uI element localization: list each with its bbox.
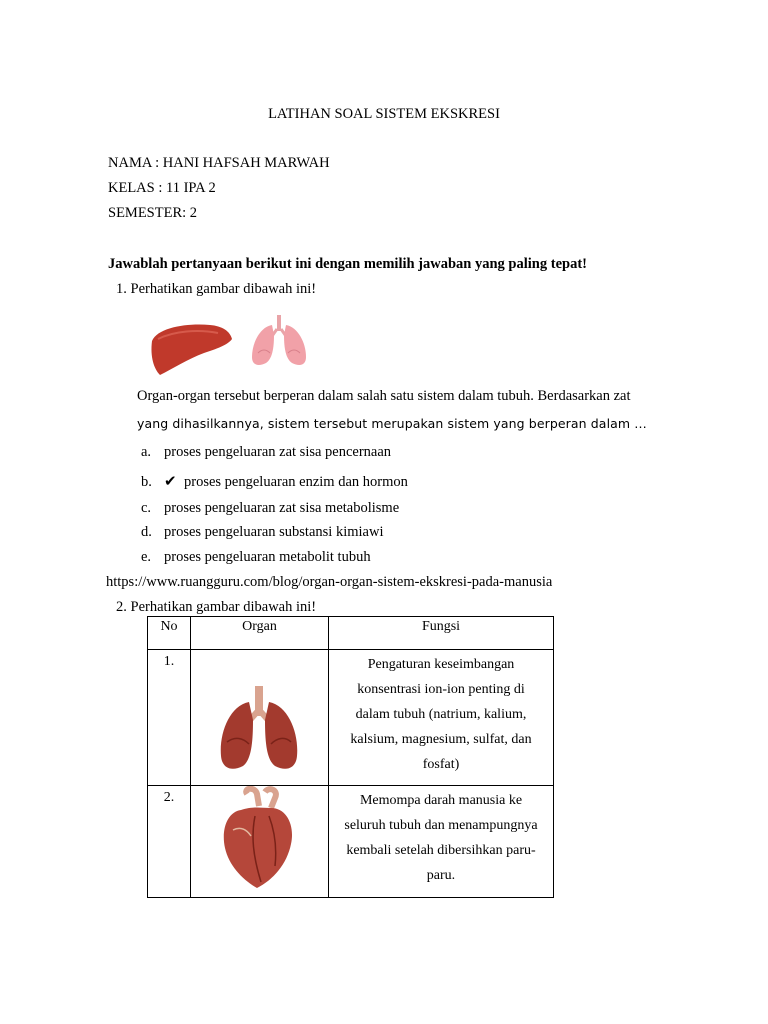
header-no: No [148,617,191,650]
row-no-cell [148,650,191,786]
header-fungsi: Fungsi [329,617,554,650]
option-e[interactable] [141,549,371,566]
row-organ-cell [191,786,329,898]
row-fungsi: Pengaturan keseimbangan konsentrasi ion-ion penting di dalam tubuh (natrium, kalium, kalsium, magnesium, sulfat, dan fosfat) [350,657,532,772]
heart-image [191,786,328,892]
liver-image [151,325,232,375]
table-row [148,786,554,898]
student-name: NAMA : HANI HAFSAH MARWAH [108,155,330,171]
row-fungsi-cell [329,650,554,786]
lungs-image [252,315,306,365]
option-d[interactable] [141,524,383,541]
question-2-prompt: 2. Perhatikan gambar dibawah ini! [116,599,317,615]
liver-lungs-illustration [148,313,318,379]
option-c[interactable] [141,500,399,517]
check-icon: ✔ [164,472,177,490]
option-text: proses pengeluaran zat sisa metabolisme [164,500,400,516]
option-text: proses pengeluaran substansi kimiawi [164,524,384,540]
row-fungsi: Memompa darah manusia ke seluruh tubuh dan menampungnya kembali setelah dibersihkan paru-paru. [344,793,538,883]
option-b[interactable] [141,472,408,491]
page-title: LATIHAN SOAL SISTEM EKSKRESI [268,106,500,122]
row-no: 1. [163,654,175,669]
option-text: proses pengeluaran enzim dan hormon [184,474,408,490]
question-1-text-line-2: yang dihasilkannya, sistem tersebut merupakan sistem yang berperan dalam … [137,416,647,431]
header-organ: Organ [191,617,329,650]
option-letter: d. [141,524,152,540]
student-class: KELAS : 11 IPA 2 [108,180,216,196]
option-text: proses pengeluaran metabolit tubuh [164,549,371,565]
option-letter: a. [141,444,152,460]
option-text: proses pengeluaran zat sisa pencernaan [164,444,392,460]
question-1-text-line-1: Organ-organ tersebut berperan dalam salah satu sistem dalam tubuh. Berdasarkan zat [137,388,631,404]
option-letter: c. [141,500,152,516]
row-organ-cell [191,650,329,786]
row-fungsi-cell [329,786,554,898]
source-url: https://www.ruangguru.com/blog/organ-organ-sistem-ekskresi-pada-manusia [106,574,553,590]
table-header-row [148,617,554,650]
row-no: 2. [163,790,175,805]
question-1-prompt: 1. Perhatikan gambar dibawah ini! [116,281,317,297]
student-semester: SEMESTER: 2 [108,205,198,221]
table-row [148,650,554,786]
organ-table [147,616,554,898]
question-1-images [148,313,318,379]
option-letter: b. [141,474,152,490]
option-letter: e. [141,549,152,565]
instruction-text: Jawablah pertanyaan berikut ini dengan memilih jawaban yang paling tepat! [108,256,587,272]
lungs-image [191,650,328,780]
row-no-cell [148,786,191,898]
option-a[interactable] [141,444,391,461]
